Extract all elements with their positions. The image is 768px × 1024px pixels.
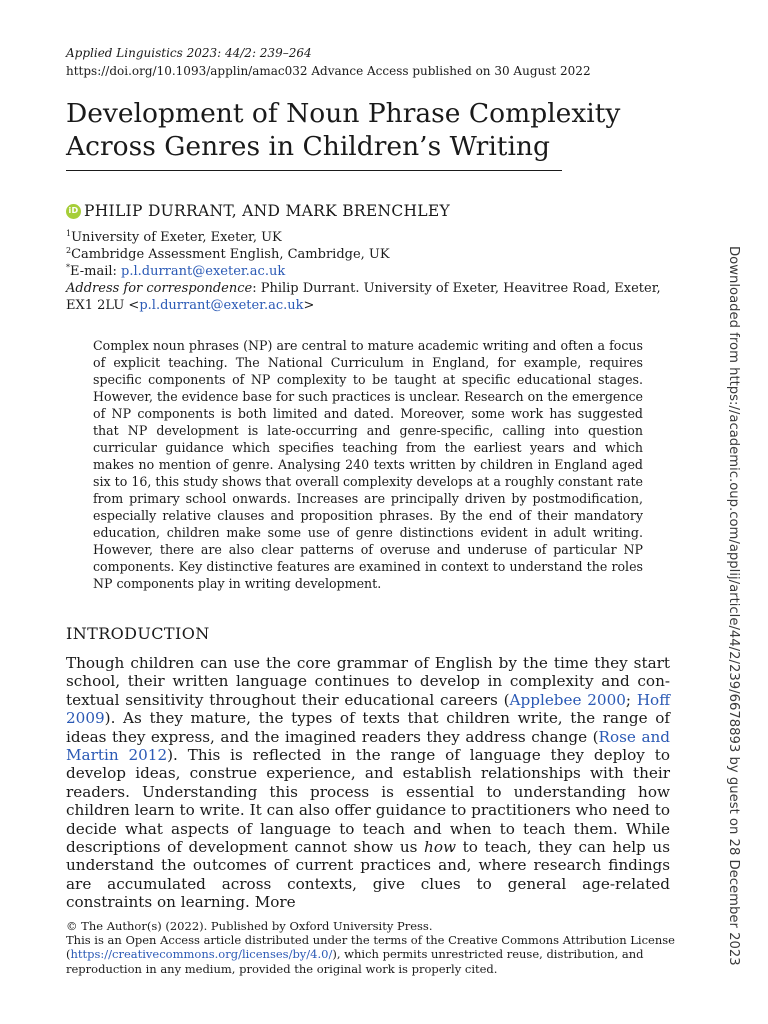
email-line xyxy=(66,263,666,280)
intro-text-2: ). As they mature, the types of texts that children write, the range of ideas they express, and the imagined readers they address change ( xyxy=(66,709,670,746)
doi-line: https://doi.org/10.1093/applin/amac032 Advance Access published on 30 August 2022 xyxy=(66,64,591,78)
abstract: Complex noun phrases (NP) are central to mature academic writing and often a focus of explicit teaching. The National Curriculum in England, for example, requires specific components of NP complexity to be taught at specific educational stages. However, the evidence base for such practices is unclear. Research on the emergence of NP components is both limited and dated. Moreover, some work has suggested that NP development is late-occurring and genre-specific, calling into question curricular guidance which specifies teaching from the earliest years and which makes no mention of genre. Analysing 240 texts written by children in England aged six to 16, this study shows that overall complexity develops at a roughly constant rate from primary school onwards. Increases are principally driven by postmodification, especially relative clauses and proposition phrases. By the end of their mandatory education, children make some use of genre distinctions evident in adult writing. However, there are also clear patterns of overuse and underuse of particular NP components. Key distinctive features are examined in context to understand the roles NP components play in writing development. xyxy=(93,338,643,591)
download-watermark: Downloaded from https://academic.oup.com/applij/article/44/2/239/6678893 by guest on 28 December 2023 xyxy=(726,246,741,966)
affiliation-2 xyxy=(66,246,666,263)
article-title xyxy=(66,97,666,163)
license-line-2 xyxy=(66,947,686,961)
license-open-paren: ( xyxy=(66,947,71,962)
license-rest: ), which permits unrestricted reuse, distribution, and xyxy=(332,947,644,962)
license-line-1: This is an Open Access article distributed under the terms of the Creative Commons Attribution License xyxy=(66,933,675,948)
ref-applebee[interactable]: Applebee 2000 xyxy=(509,690,626,709)
email-label: E-mail: xyxy=(70,264,122,279)
introduction-paragraph xyxy=(66,654,670,912)
copyright-line: © The Author(s) (2022). Published by Oxford University Press. xyxy=(66,919,433,933)
intro-text-3: ). This is reflected in the range of language they deploy to develop ideas, construe experience, and establish relationships with their readers. Understanding this process is essential to understanding how children learn to write. It can also offer guidance to practitioners who need to decide what aspects of language to teach and when to teach them. While descriptions of development cannot show us xyxy=(66,746,670,857)
license-line-3: reproduction in any medium, provided the original work is properly cited. xyxy=(66,961,498,976)
introduction-heading: INTRODUCTION xyxy=(66,624,210,643)
ref-separator: ; xyxy=(625,690,637,709)
correspondence-line-2: EX1 2LU < xyxy=(66,298,140,313)
correspondence-email-link[interactable]: p.l.durrant@exeter.ac.uk xyxy=(139,298,304,313)
affiliation-1 xyxy=(66,229,666,246)
email-link[interactable]: p.l.durrant@exeter.ac.uk xyxy=(121,264,286,279)
affiliation-1-marker: 1 xyxy=(66,229,72,238)
correspondence-label: Address for correspondence xyxy=(66,281,253,296)
intro-text-1: Though children can use the core grammar of English by the time they start school, their written language continues to develop in complexity and contextual sensitivity throughout their educational careers ( xyxy=(66,654,670,709)
orcid-icon[interactable]: iD xyxy=(66,204,81,219)
affiliation-2-text: Cambridge Assessment English, Cambridge, UK xyxy=(71,247,390,262)
correspondence-address xyxy=(66,280,666,314)
license-footer xyxy=(66,919,686,976)
affiliation-1-text: University of Exeter, Exeter, UK xyxy=(71,230,282,245)
email-marker: * xyxy=(66,263,70,272)
correspondence-close: > xyxy=(303,298,315,313)
license-link[interactable]: https://creativecommons.org/licenses/by/4.0/ xyxy=(70,947,333,962)
ref-rose-martin[interactable]: Rose and Martin 2012 xyxy=(66,727,670,765)
title-line-1: Development of Noun Phrase Complexity xyxy=(66,98,621,129)
author-names: PHILIP DURRANT, AND MARK BRENCHLEY xyxy=(84,202,451,220)
journal-citation: Applied Linguistics 2023: 44/2: 239–264 xyxy=(66,46,312,60)
affiliation-2-marker: 2 xyxy=(66,246,72,255)
intro-text-4: to teach, they can help us understand the outcomes of current practices and, where research findings are accumulated across contexts, give clues to general age-related constraints on learning. More xyxy=(66,838,670,912)
author-list xyxy=(66,201,450,221)
intro-emphasis: how xyxy=(424,838,456,857)
correspondence-text: : Philip Durrant. University of Exeter, Heavitree Road, Exeter, xyxy=(252,281,661,296)
title-line-2: Across Genres in Children’s Writing xyxy=(66,131,550,162)
ref-hoff[interactable]: Hoff 2009 xyxy=(66,690,670,728)
title-underline xyxy=(66,170,562,171)
